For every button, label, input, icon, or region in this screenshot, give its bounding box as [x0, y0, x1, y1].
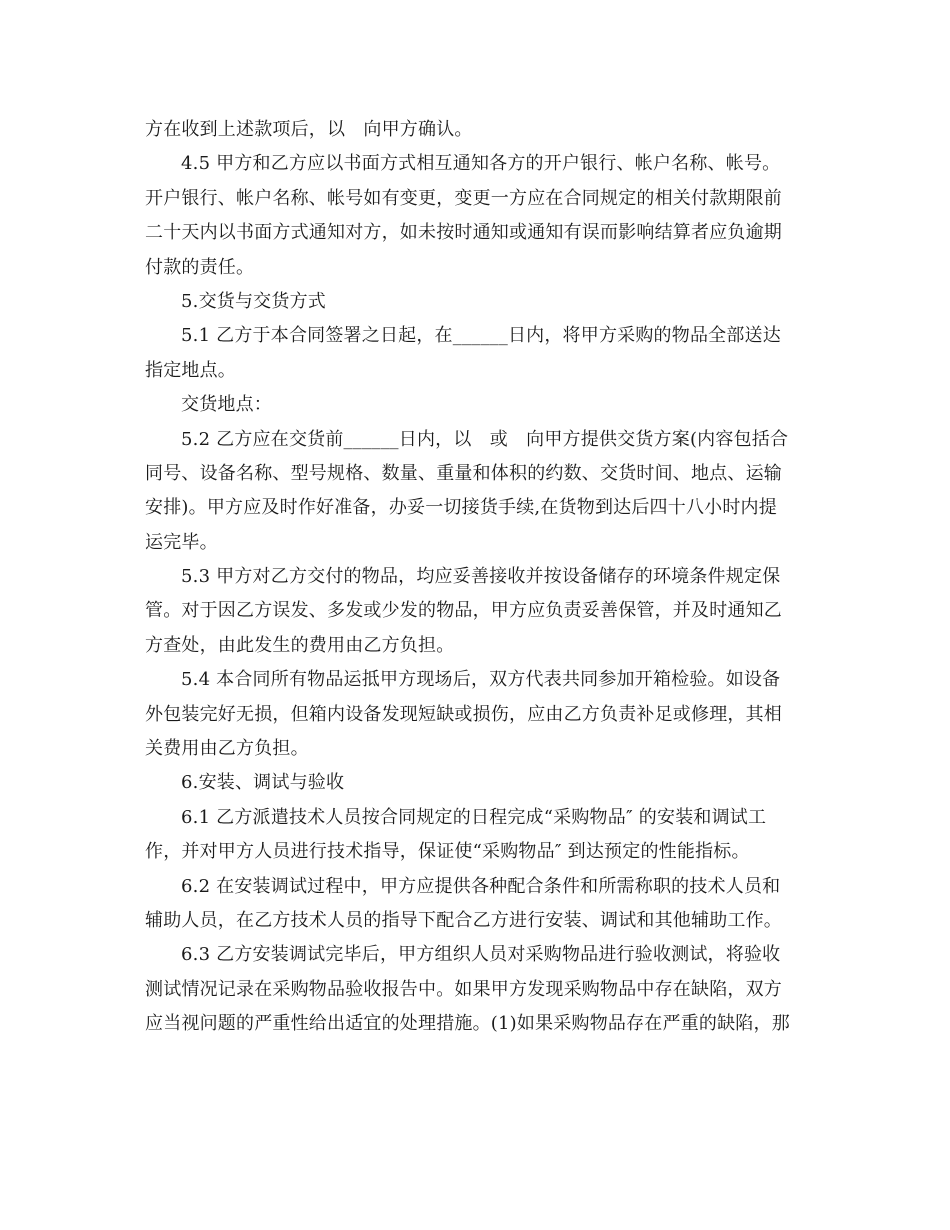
- text-line: 5.交货与交货方式: [181, 290, 326, 312]
- text-line: 二十天内以书面方式通知对方，如未按时通知或通知有误而影响结算者应负逾期: [145, 222, 782, 244]
- text-line: 开户银行、帐户名称、帐号如有变更，变更一方应在合同规定的相关付款期限前: [145, 187, 782, 209]
- text-line: 付款的责任。: [145, 256, 255, 278]
- paragraph: [145, 319, 800, 388]
- text-line: 6.3 乙方安装调试完毕后，甲方组织人员对采购物品进行验收测试，将验收: [181, 944, 781, 966]
- text-line: 应当视问题的严重性给出适宜的处理措施。(1)如果采购物品存在严重的缺陷，那: [145, 1013, 790, 1035]
- text-line: 方在收到上述款项后，以 向甲方确认。: [145, 119, 473, 140]
- paragraph: [145, 113, 800, 147]
- text-line: 方查处，由此发生的费用由乙方负担。: [145, 634, 455, 656]
- document-body: [145, 113, 800, 1042]
- paragraph: [145, 870, 800, 939]
- paragraph: [145, 285, 800, 319]
- text-line: 运完毕。: [145, 531, 218, 553]
- text-line: 指定地点。: [145, 359, 236, 381]
- paragraph: [145, 663, 800, 766]
- text-line: 5.1 乙方于本合同签署之日起，在______日内，将甲方采购的物品全部送达: [181, 325, 781, 347]
- paragraph: [145, 938, 800, 1041]
- text-line: 5.4 本合同所有物品运抵甲方现场后，双方代表共同参加开箱检验。如设备: [181, 669, 781, 691]
- text-line: 4.5 甲方和乙方应以书面方式相互通知各方的开户银行、帐户名称、帐号。: [181, 153, 781, 175]
- text-line: 5.3 甲方对乙方交付的物品，均应妥善接收并按设备储存的环境条件规定保: [181, 566, 781, 588]
- paragraph: [145, 423, 800, 561]
- paragraph: [145, 560, 800, 663]
- paragraph: [145, 801, 800, 870]
- text-line: 5.2 乙方应在交货前______日内，以 或 向甲方提供交货方案(内容包括合: [181, 428, 789, 450]
- text-line: 6.安装、调试与验收: [181, 772, 345, 794]
- text-line: 外包装完好无损，但箱内设备发现短缺或损伤，应由乙方负责补足或修理，其相: [145, 703, 782, 725]
- text-line: 辅助人员，在乙方技术人员的指导下配合乙方进行安装、调试和其他辅助工作。: [145, 909, 782, 931]
- text-line: 管。对于因乙方误发、多发或少发的物品，甲方应负责妥善保管，并及时通知乙: [145, 600, 782, 622]
- text-line: 关费用由乙方负担。: [145, 738, 309, 760]
- text-line: 安排)。甲方应及时作好准备，办妥一切接货手续,在货物到达后四十八小时内提: [145, 497, 777, 519]
- text-line: 作，并对甲方人员进行技术指导，保证使“采购物品″ 到达预定的性能指标。: [145, 841, 750, 863]
- text-line: 6.2 在安装调试过程中，甲方应提供各种配合条件和所需称职的技术人员和: [181, 875, 781, 897]
- text-line: 交货地点：: [181, 394, 272, 416]
- text-line: 同号、设备名称、型号规格、数量、重量和体积的约数、交货时间、地点、运输: [145, 462, 782, 484]
- paragraph: [145, 388, 800, 422]
- text-line: 6.1 乙方派遣技术人员按合同规定的日程完成“采购物品″ 的安装和调试工: [181, 806, 767, 828]
- text-line: 测试情况记录在采购物品验收报告中。如果甲方发现采购物品中存在缺陷，双方: [145, 978, 782, 1000]
- paragraph: [145, 766, 800, 800]
- paragraph: [145, 147, 800, 285]
